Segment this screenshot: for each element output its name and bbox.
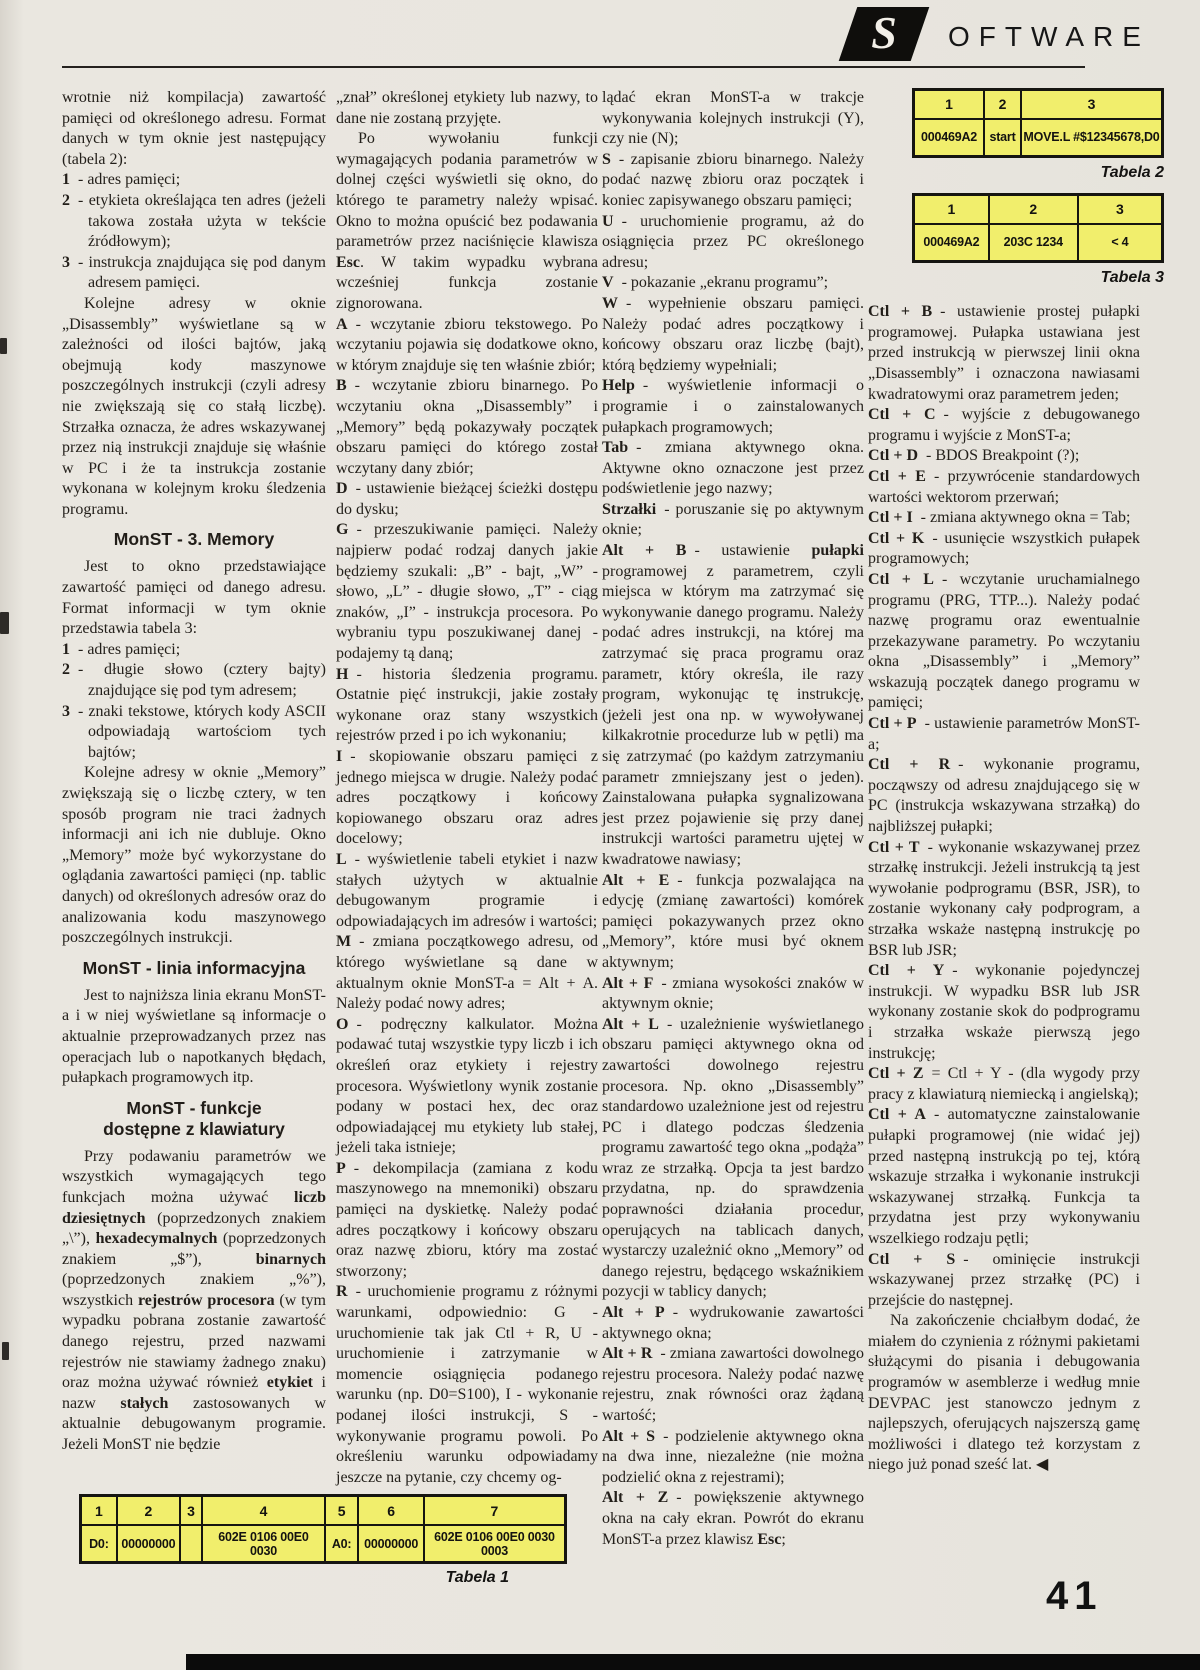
keyed-item: S - zapisanie zbioru binarnego. Należy podać nazwę zbioru oraz początek i koniec zapisywanego obszaru pamięci; [602, 150, 864, 209]
scan-artifact [2, 1342, 9, 1360]
table-header-cell: 3 [180, 1496, 202, 1526]
item-key: Ctl + E [868, 467, 926, 485]
item-key: Ctl + R [868, 756, 951, 774]
keyed-item: Ctl + S - ominięcie instrukcji wskazywanej przez strzałkę (PC) i przejście do następnej. [868, 1250, 1140, 1309]
section-heading: MonST - 3. Memory [113, 529, 275, 550]
page-bottom-bar [186, 1654, 1200, 1670]
keyed-item: Ctl + K - usunięcie wszystkich pułapek programowych; [868, 529, 1141, 568]
item-key: M [336, 933, 352, 951]
item-key: Alt + L [602, 1015, 659, 1033]
keyed-item: 1 - adres pamięci; [62, 640, 181, 658]
item-key: Ctl + Y [868, 962, 945, 980]
keyed-item: Ctl + C - wyjście z debugowanego programu i wyjście z MonST-a; [868, 406, 1140, 444]
keyed-item: Alt + Z - powiększenie aktywnego okna na cały ekran. Powrót do ekranu MonST-a przez klawisz Esc; [602, 1489, 864, 1548]
keyed-item: Alt + S - podzielenie aktywnego okna na dwa inne, niezależne (nie można podzielić okna z rejestrami); [602, 1427, 865, 1486]
table-header-cell: 3 [1078, 194, 1163, 224]
keyed-item: Strzałki - poruszanie się po aktywnym oknie; [602, 500, 864, 539]
paragraph: lądać ekran MonST-a w trakcje wykonywania kolejnych instrukcji (Y), czy nie (N); [602, 89, 864, 148]
paragraph: „znał” określonej etykiety lub nazwy, to dane nie zostaną przyjęte. [336, 89, 598, 127]
paragraph: Przy podawaniu parametrów we wszystkich wymagających tego funkcjach można używać liczb dziesiętnych (poprzedzonych znakiem „\”), hexadecymalnych (poprzedzonych znakiem „$”), binarnych (poprzedzonych znakiem „%”), wszystkich rejestrów procesora (w tym wypadku pobrana zostanie zawartość danego rejestru, przed nazwami rejestrów nie stawiamy żadnego znaku) oraz można używać również etykiet i nazw stałych zastosowanych w aktualnie debugowanym programie. Jeżeli MonST nie będzie [62, 1147, 326, 1454]
keyed-item: 2 - długie słowo (cztery bajty) znajdujące się pod tym adresem; [62, 661, 326, 700]
keyed-item: Ctl + L - wczytanie uruchamialnego programu (PRG, TTP...). Należy podać nazwę programu oraz ewentualnie przekazywane parametry. Po wczytaniu okna „Disassembly” i „Memory” wskazują początek danego programu w pamięci; [868, 570, 1140, 712]
paragraph: Jest to najniższa linia ekranu MonST-a i w niej wyświetlane są informacje o aktualnie przeprowadzanych przez nas operacjach lub o napotkanych błędach, pułapkach programowych itp. [62, 986, 326, 1087]
keyed-item: Alt + B - ustawienie pułapki programowej z parametrem, czyli miejsca w którym ma zatrzymać się wykonywanie danego programu. Należy podać adres instrukcji, na której ma zatrzymać się praca programu oraz parametr, który określa, ile razy program, wykonując tę instrukcję, (jeżeli jest ona np. w wywoływanej kilkakrotnie procedurze lub w pętli) ma się zatrzymać (po każdym zatrzymaniu parametr zmniejszany jest o jeden). Zainstalowana pułapka sygnalizowana jest przez pojawienie się przy danej instrukcji wartości parametru ujętej w kwadratowe nawiasy; [602, 542, 864, 868]
logo-letter: S [871, 7, 897, 58]
item-key: Ctl + S [868, 1250, 956, 1268]
table-cell: MOVE.L #$12345678,D0 [1021, 119, 1163, 157]
keyed-item: Ctl + A - automatyczne zainstalowanie pułapki programowej (nie widać jej) przed następną instrukcją po tej, którą wskazuje strzałka i wykonanie instrukcji wskazywanej strzałką. Funkcja ta przydatna jest przy wykonywaniu wszelkiego rodzaju pętli; [868, 1106, 1140, 1247]
item-key: Alt + R [602, 1345, 653, 1363]
table-header-cell: 4 [202, 1496, 325, 1526]
item-key: Alt + B [602, 542, 687, 560]
tabela-2 [912, 88, 1164, 158]
paragraph: Na zakończenie chciałbym dodać, że miałem do czynienia z różnymi pakietami służącymi do pisania i debugowania programów w asemblerze i według mnie DEVPAC jest stanowczo jednym z najlepszych, oferujących najszerszą gamę możliwości i dlatego też korzystam z niego już ponad sześć lat. ◀ [868, 1312, 1140, 1474]
tabela-1-caption: Tabela 1 [445, 1569, 509, 1586]
table-cell: 00000000 [358, 1525, 424, 1563]
item-key: Alt + F [602, 974, 654, 992]
item-key: L [336, 850, 347, 868]
item-key: 2 [62, 661, 70, 679]
keyed-item: R - uruchomienie programu z różnymi warunkami, odpowiednio: G - uruchomienie tak jak Ctl + R, U - uruchomienie i zatrzymanie w momencie osiągnięcia podanego warunku (np. D0=S100), I - wykonanie podanej ilości instrukcji, S - wykonywanie programu powoli. Po określeniu warunku odpowiadamy jeszcze na pytanie, czy chcemy og- [336, 1283, 598, 1486]
table-header-cell: 2 [984, 90, 1021, 120]
data-table [79, 1494, 567, 1564]
paragraph: Po wywołaniu funkcji wymagających podania parametrów w dolnej części wyświetli się okno, do którego te parametry należy wpisać. Okno to można opuścić bez podawania parametrów przez naciśnięcie klawisza Esc. W takim wypadku wybrana wcześniej funkcja zostanie zignorowana. [336, 130, 598, 312]
item-key: U [602, 212, 614, 230]
keyed-item: Ctl + E - przywrócenie standardowych wartości wektorom przerwań; [868, 467, 1140, 506]
keyed-item: G - przeszukiwanie pamięci. Należy najpierw podać rodzaj danych jakie będziemy szukali: „B” - bajt, „W” - słowo, „L” - długie słowo, „T” - ciąg znaków, „I” - instrukcja procesora. Po wybraniu typu poszukiwanej danej - podajemy tą daną; [336, 521, 598, 663]
table-header-cell: 7 [424, 1496, 566, 1526]
item-key: Ctl + Z [868, 1065, 924, 1083]
table-cell: 000469A2 [914, 119, 985, 157]
item-key: Ctl + D [868, 447, 918, 465]
keyed-item: Ctl + Z = Ctl + Y - (dla wygody przy pracy z klawiaturą niemiecką i angielską); [868, 1065, 1140, 1103]
table-cell: 000469A2 [914, 224, 989, 262]
text-column-3 [602, 88, 864, 1550]
keyed-item: Help - wyświetlenie informacji o programie i o zainstalowanych pułapkach programowych; [602, 377, 864, 436]
item-key: I [336, 748, 343, 765]
item-key: V [602, 274, 614, 292]
keyed-item: 2 - etykieta określająca ten adres (jeżeli takowa została użyta w tekście źródłowym); [62, 191, 326, 251]
keyed-item: Ctl + B - ustawienie prostej pułapki programowej. Pułapka ustawiana jest przed instrukcją w pierwszej linii okna „Disassembly” i oznaczona nawiasami kwadratowymi oraz parametrem jeden; [868, 303, 1140, 403]
tabela-3 [912, 193, 1164, 263]
table-cell [180, 1525, 202, 1563]
item-key: Alt + Z [602, 1489, 669, 1507]
text-column-1 [62, 88, 326, 1456]
item-key: Alt + P [602, 1304, 665, 1322]
paragraph: Kolejne adresy w oknie „Memory” zwiększają się o liczbę cztery, w ten sposób program nie traci żadnych informacji ani ich nie dubluje. Okno „Memory” może być wykorzystane do oglądania zawartości pamięci (np. tablic danych) od określonych adresów oraz do analizowania kodu maszynowego poszczególnych instrukcji. [62, 764, 326, 947]
keyed-item: Alt + F - zmiana wysokości znaków w aktywnym oknie; [602, 974, 865, 1013]
keyed-item: Ctl + P - ustawienie parametrów MonST-a; [868, 715, 1140, 753]
keyed-item: L - wyświetlenie tabeli etykiet i nazw stałych użytych w aktualnie debugowanym programie i odpowiadających im adresów i wartości; [336, 850, 598, 930]
keyed-item: D - ustawienie bieżącej ścieżki dostępu do dysku; [336, 480, 598, 518]
keyed-item: Ctl + Y - wykonanie pojedynczej instrukcji. W wypadku BSR lub JSR wykonany zostanie skok do podprogramu i strzałka wskaże pierwszą jego instrukcję; [868, 962, 1141, 1062]
keyed-item: P - dekompilacja (zamiana z kodu maszynowego na mnemoniki) obszaru pamięci na dyskietkę. Należy podać adres początkowy i końcowy obszaru oraz nazwę zbioru, który ma zostać stworzony; [336, 1159, 598, 1280]
keyed-item: Tab - zmiana aktywnego okna. Aktywne okno oznaczone jest przez podświetlenie jego nazwy; [602, 439, 864, 498]
item-key: B [336, 377, 347, 395]
table-header-cell: 2 [117, 1496, 180, 1526]
keyed-item: 3 - instrukcja znajdująca się pod danym adresem pamięci. [62, 253, 326, 292]
item-key: Ctl + C [868, 406, 936, 424]
item-key: 3 [62, 702, 70, 720]
table-cell: D0: [81, 1525, 117, 1563]
table-cell: 00000000 [117, 1525, 180, 1563]
section-title: OFTWARE [948, 21, 1150, 52]
keyed-item: O - podręczny kalkulator. Można podawać tutaj wszystkie typy liczb i ich określeń oraz etykiety i rejestry procesora. Wyświetlony wynik zostanie podany w postaci hex, dec oraz odpowiadającej mu etykiety lub stałej, jeżeli taka istnieje; [336, 1015, 598, 1157]
keyed-item: Alt + P - wydrukowanie zawartości aktywnego okna; [602, 1304, 864, 1342]
page-number: 41 [1046, 1574, 1103, 1618]
table-header-cell: 1 [914, 90, 985, 120]
keyed-item: Ctl + R - wykonanie programu, począwszy od adresu znajdującego się w PC (instrukcja wskazywana strzałką) do najbliższej pułapki; [868, 756, 1141, 836]
item-key: S [602, 150, 611, 168]
table-header-cell: 1 [81, 1496, 117, 1526]
keyed-item: W - wypełnienie obszaru pamięci. Należy podać adres początkowy i końcowy obszaru oraz liczbę (bajt), którą będziemy wypełniali; [602, 294, 864, 374]
keyed-item: A - wczytanie zbioru tekstowego. Po wczytaniu pojawia się dodatkowe okno, w którym znajduje się ten właśnie zbiór; [336, 315, 598, 374]
text-column-4 [868, 88, 1164, 1476]
keyed-item: H - historia śledzenia programu. Ostatnie pięć instrukcji, jakie zostały wykonane oraz stany wszystkich rejestrów przed i po ich wykonaniu; [336, 665, 598, 745]
item-key: R [336, 1283, 348, 1301]
table-header-cell: 3 [1021, 90, 1163, 120]
header-rule [62, 66, 1085, 68]
item-key: O [336, 1015, 349, 1033]
table-cell: 203C 1234 [989, 224, 1078, 262]
text-column-4-body [868, 302, 1140, 1476]
item-key: Alt + S [602, 1427, 656, 1445]
keyed-item: Alt + R - zmiana zawartości dowolnego rejestru procesora. Należy podać nazwę rejestru, znak równości oraz żądaną wartość; [602, 1345, 865, 1424]
item-key: Tab [602, 439, 629, 457]
paragraph: Jest to okno przedstawiające zawartość pamięci od danego adresu. Format informacji w tym oknie przedstawia tabela 3: [62, 558, 326, 638]
item-key: G [336, 521, 349, 539]
keyed-item: Ctl + D - BDOS Breakpoint (?); [868, 447, 1080, 465]
item-key: Ctl + T [868, 838, 920, 856]
scan-artifact [0, 338, 7, 354]
item-key: Ctl + K [868, 529, 925, 547]
keyed-item: Ctl + T - wykonanie wskazywanej przez strzałkę instrukcji. Jeżeli instrukcją tą jest wywołanie podprogramu (BSR, JSR), to zostanie wykonany cały podprogram, a strzałka wskaże następną instrukcję po BSR lub JSR; [868, 838, 1141, 959]
data-table [912, 193, 1164, 263]
item-key: Ctl + P [868, 715, 917, 733]
keyed-item: 1 - adres pamięci; [62, 171, 181, 189]
keyed-item: B - wczytanie zbioru binarnego. Po wczytaniu okna „Disassembly” i „Memory” będą pokazywały początek obszaru pamięci do którego został wczytany dany zbiór; [336, 377, 598, 477]
tabela-1-block [79, 1494, 567, 1587]
table-cell: A0: [325, 1525, 359, 1563]
item-key: P [336, 1159, 346, 1177]
table-header-cell: 1 [914, 194, 989, 224]
keyed-item: I - skopiowanie obszaru pamięci z jednego miejsca w drugie. Należy podać adres początkowy i końcowy kopiowanego obszaru oraz adres docelowy; [336, 748, 598, 848]
keyed-item: Alt + E - funkcja pozwalająca na edycję (zmianę zawartości) komórek pamięci pokazywanych przez okno „Memory”, które musi być oknem aktywnym; [602, 871, 864, 971]
item-key: Ctl + B [868, 303, 933, 321]
item-key: D [336, 480, 348, 498]
paragraph: Kolejne adresy w oknie „Disassembly” wyświetlane są w zależności od ilości bajtów, jaką obejmują kody maszynowe poszczególnych instrukcji (czyli adresy nie zwiększają się co stałą liczbę). Strzałka oznacza, że adres wskazywanej przez nią instrukcji znajduje się właśnie w PC i że ta instrukcja zostanie wykonana w kolejnym kroku śledzenia programu. [62, 294, 326, 518]
table-cell: 602E 0106 00E0 0030 [202, 1525, 325, 1563]
keyed-item: Alt + L - uzależnienie wyświetlanego obszaru pamięci aktywnego okna od zawartości dowolnego rejestru procesora. Np. okno „Disassembly” standardowo uzależnione jest od rejestru PC i dlatego podczas śledzenia programu zawartość tego okna „podąża” wraz ze strzałką. Opcja ta jest bardzo przydatna, np. do sprawdzenia poprawności działania procedur, operujących na tablicach danych, wystarczy uzależnić okno „Memory” od danego rejestru, będącego wskaźnikiem pozycji w tablicy danych; [602, 1015, 864, 1301]
tabela-2-caption: Tabela 2 [1100, 164, 1164, 181]
data-table [912, 88, 1164, 158]
table-header-cell: 5 [325, 1496, 359, 1526]
item-key: Ctl + L [868, 570, 934, 588]
table-header-cell: 6 [358, 1496, 424, 1526]
table-header-cell: 2 [989, 194, 1078, 224]
tabela-1 [79, 1494, 567, 1564]
keyed-item: M - zmiana początkowego adresu, od którego wyświetlane są dane w aktualnym oknie MonST-a = Alt + A. Należy podać nowy adres; [336, 933, 598, 1013]
table-cell: start [984, 119, 1021, 157]
item-key: 2 [62, 191, 70, 209]
section-heading: MonST - funkcje dostępne z klawiatury [103, 1097, 285, 1139]
item-key: A [336, 315, 348, 333]
text-column-2 [336, 88, 598, 1488]
keyed-item: 3 - znaki tekstowe, których kody ASCII odpowiadają wartościom tych bajtów; [62, 702, 326, 761]
paragraph: wrotnie niż kompilacja) zawartość pamięci od określonego adresu. Format danych w tym oknie jest następujący (tabela 2): [62, 89, 326, 168]
item-key: 1 [62, 171, 70, 189]
item-key: Alt + E [602, 871, 670, 889]
item-key: 3 [62, 253, 70, 271]
table-cell: < 4 [1078, 224, 1163, 262]
item-key: Ctl + A [868, 1106, 926, 1124]
software-section-logo [839, 7, 930, 61]
item-key: Help [602, 377, 635, 395]
item-key: Ctl + I [868, 509, 913, 527]
item-key: W [602, 294, 618, 312]
keyed-item: Ctl + I - zmiana aktywnego okna = Tab; [868, 509, 1131, 527]
item-key: 1 [62, 640, 70, 658]
section-heading: MonST - linia informacyjna [82, 957, 306, 978]
tabela-3-caption: Tabela 3 [1100, 268, 1164, 286]
item-key: Strzałki [602, 500, 657, 518]
keyed-item: V - pokazanie „ekranu programu”; [602, 274, 829, 292]
scan-artifact [0, 612, 9, 634]
keyed-item: U - uruchomienie programu, aż do osiągnięcia przez PC określonego adresu; [602, 212, 864, 271]
table-cell: 602E 0106 00E0 0030 0003 [424, 1525, 566, 1563]
item-key: H [336, 665, 349, 683]
